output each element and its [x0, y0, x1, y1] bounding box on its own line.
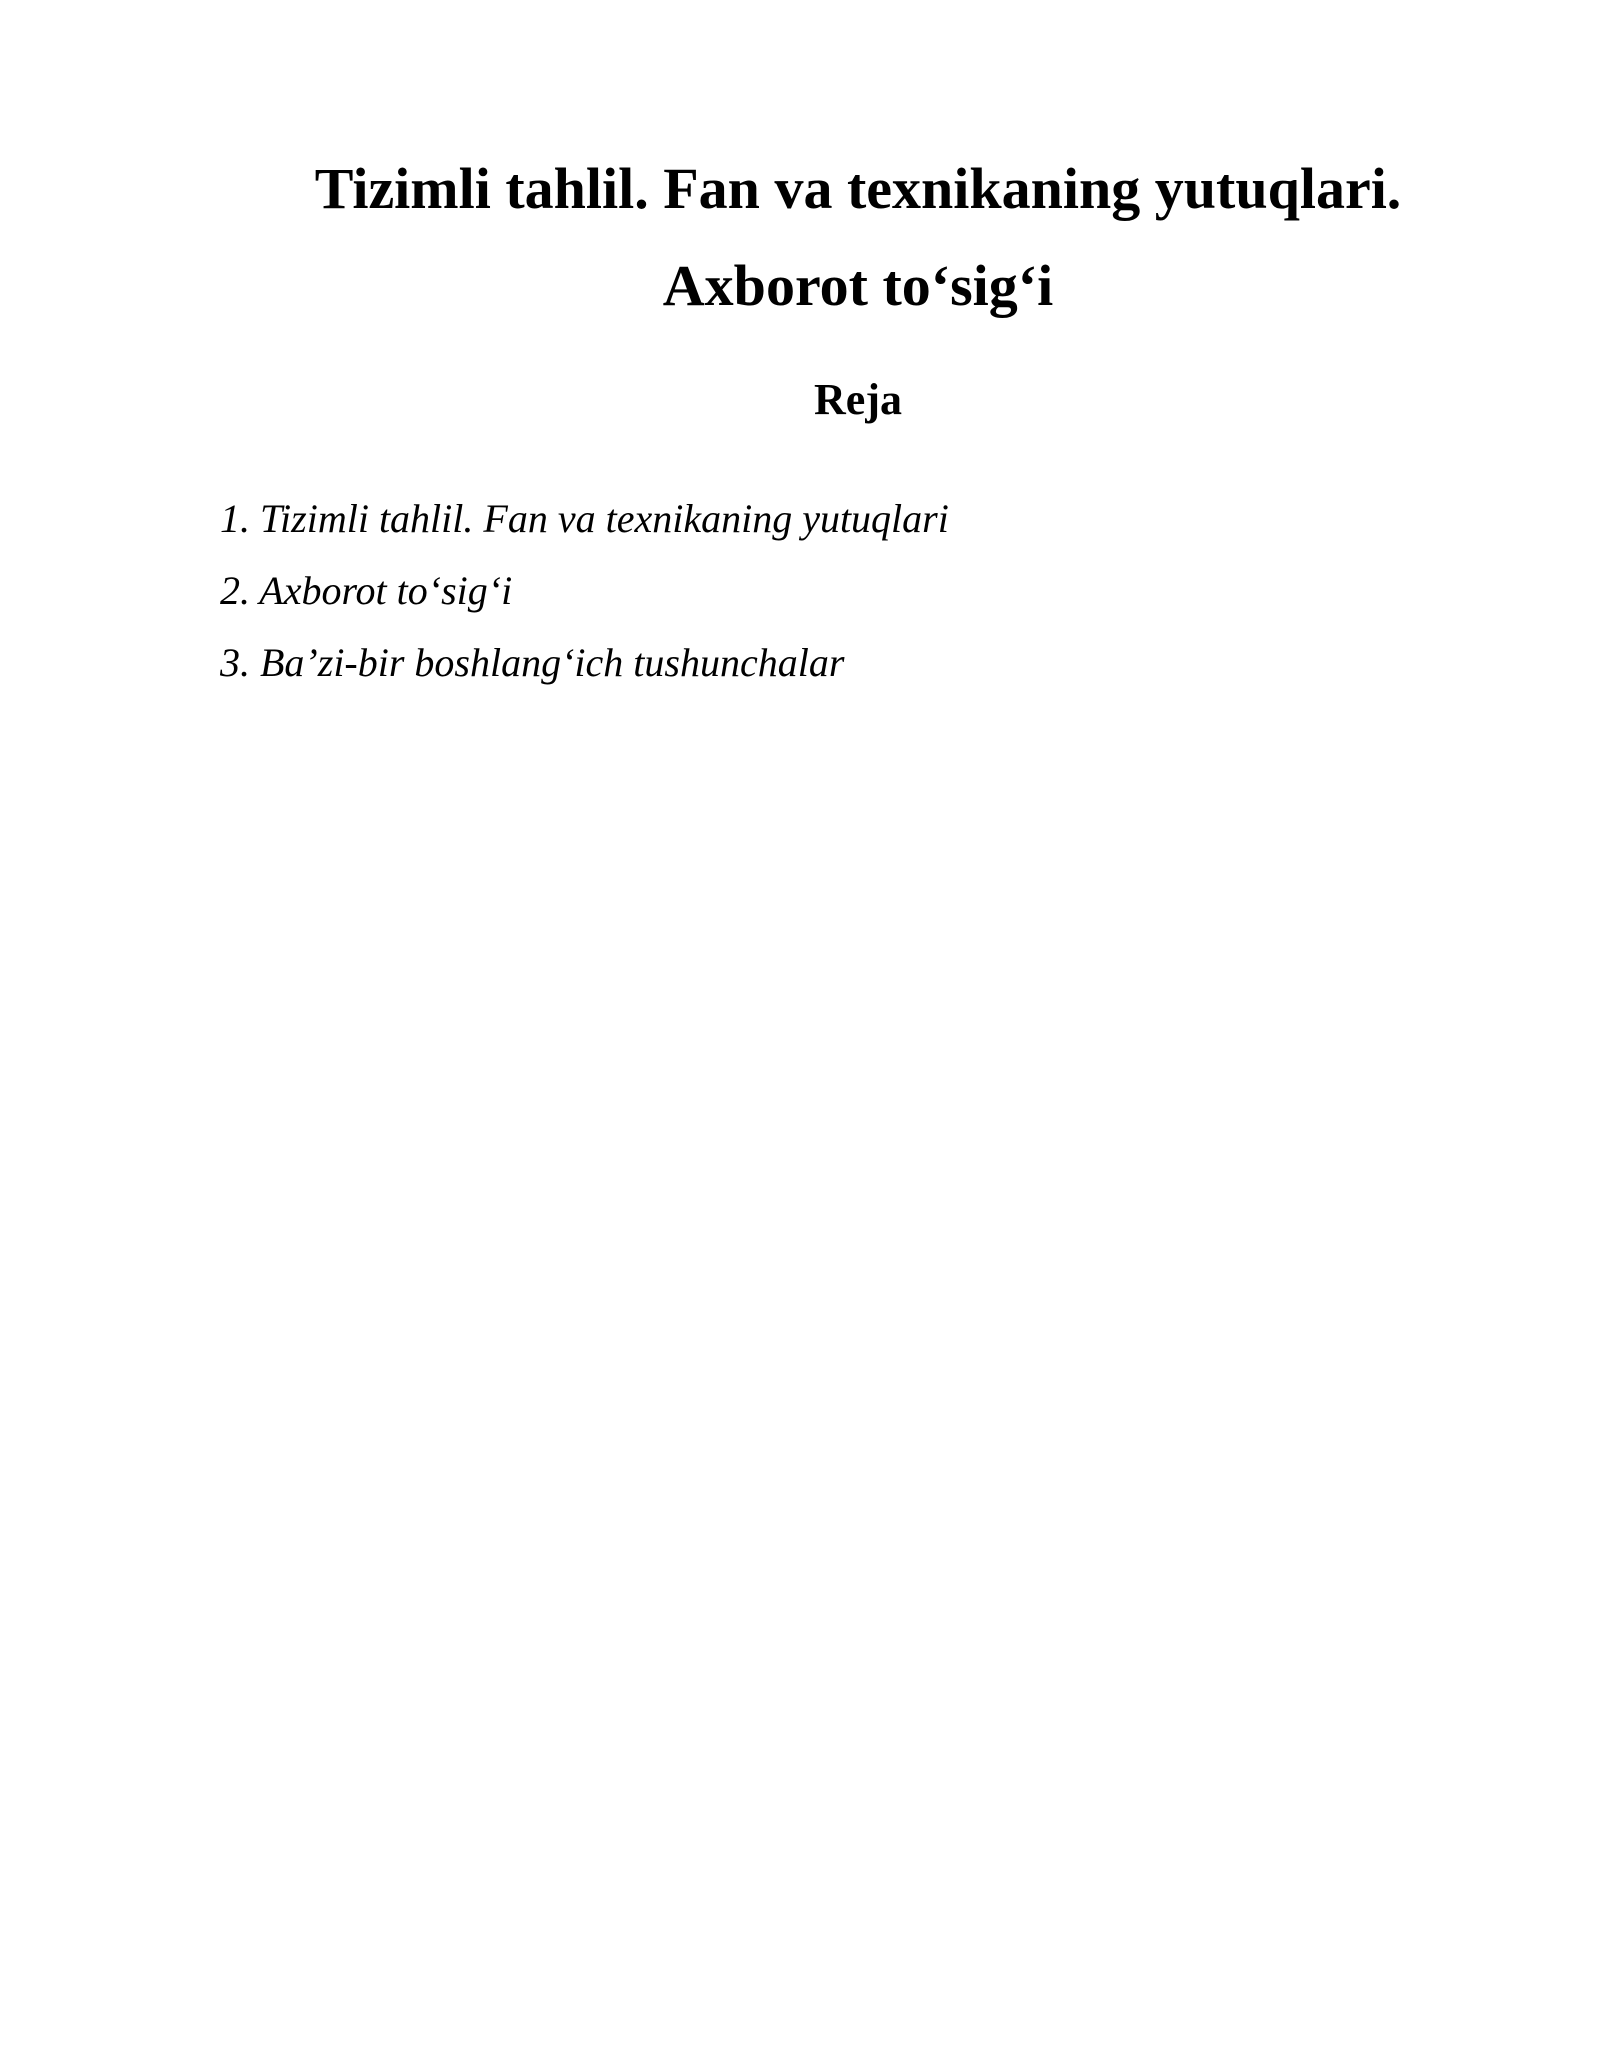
- plan-item-3: 3. Ba’zi-bir boshlang‘ich tushunchalar: [220, 640, 845, 685]
- plan-heading: Reja: [814, 375, 902, 424]
- plan-item-2: 2. Axborot to‘sig‘i: [220, 568, 513, 613]
- title-line-1: Tizimli tahlil. Fan va texnikaning yutuqlari.: [314, 156, 1402, 221]
- plan-list: [220, 483, 949, 699]
- plan-item-1: 1. Tizimli tahlil. Fan va texnikaning yutuqlari: [220, 496, 949, 541]
- title-line-2: Axborot to‘sig‘i: [662, 253, 1054, 318]
- document-title: [218, 140, 1498, 334]
